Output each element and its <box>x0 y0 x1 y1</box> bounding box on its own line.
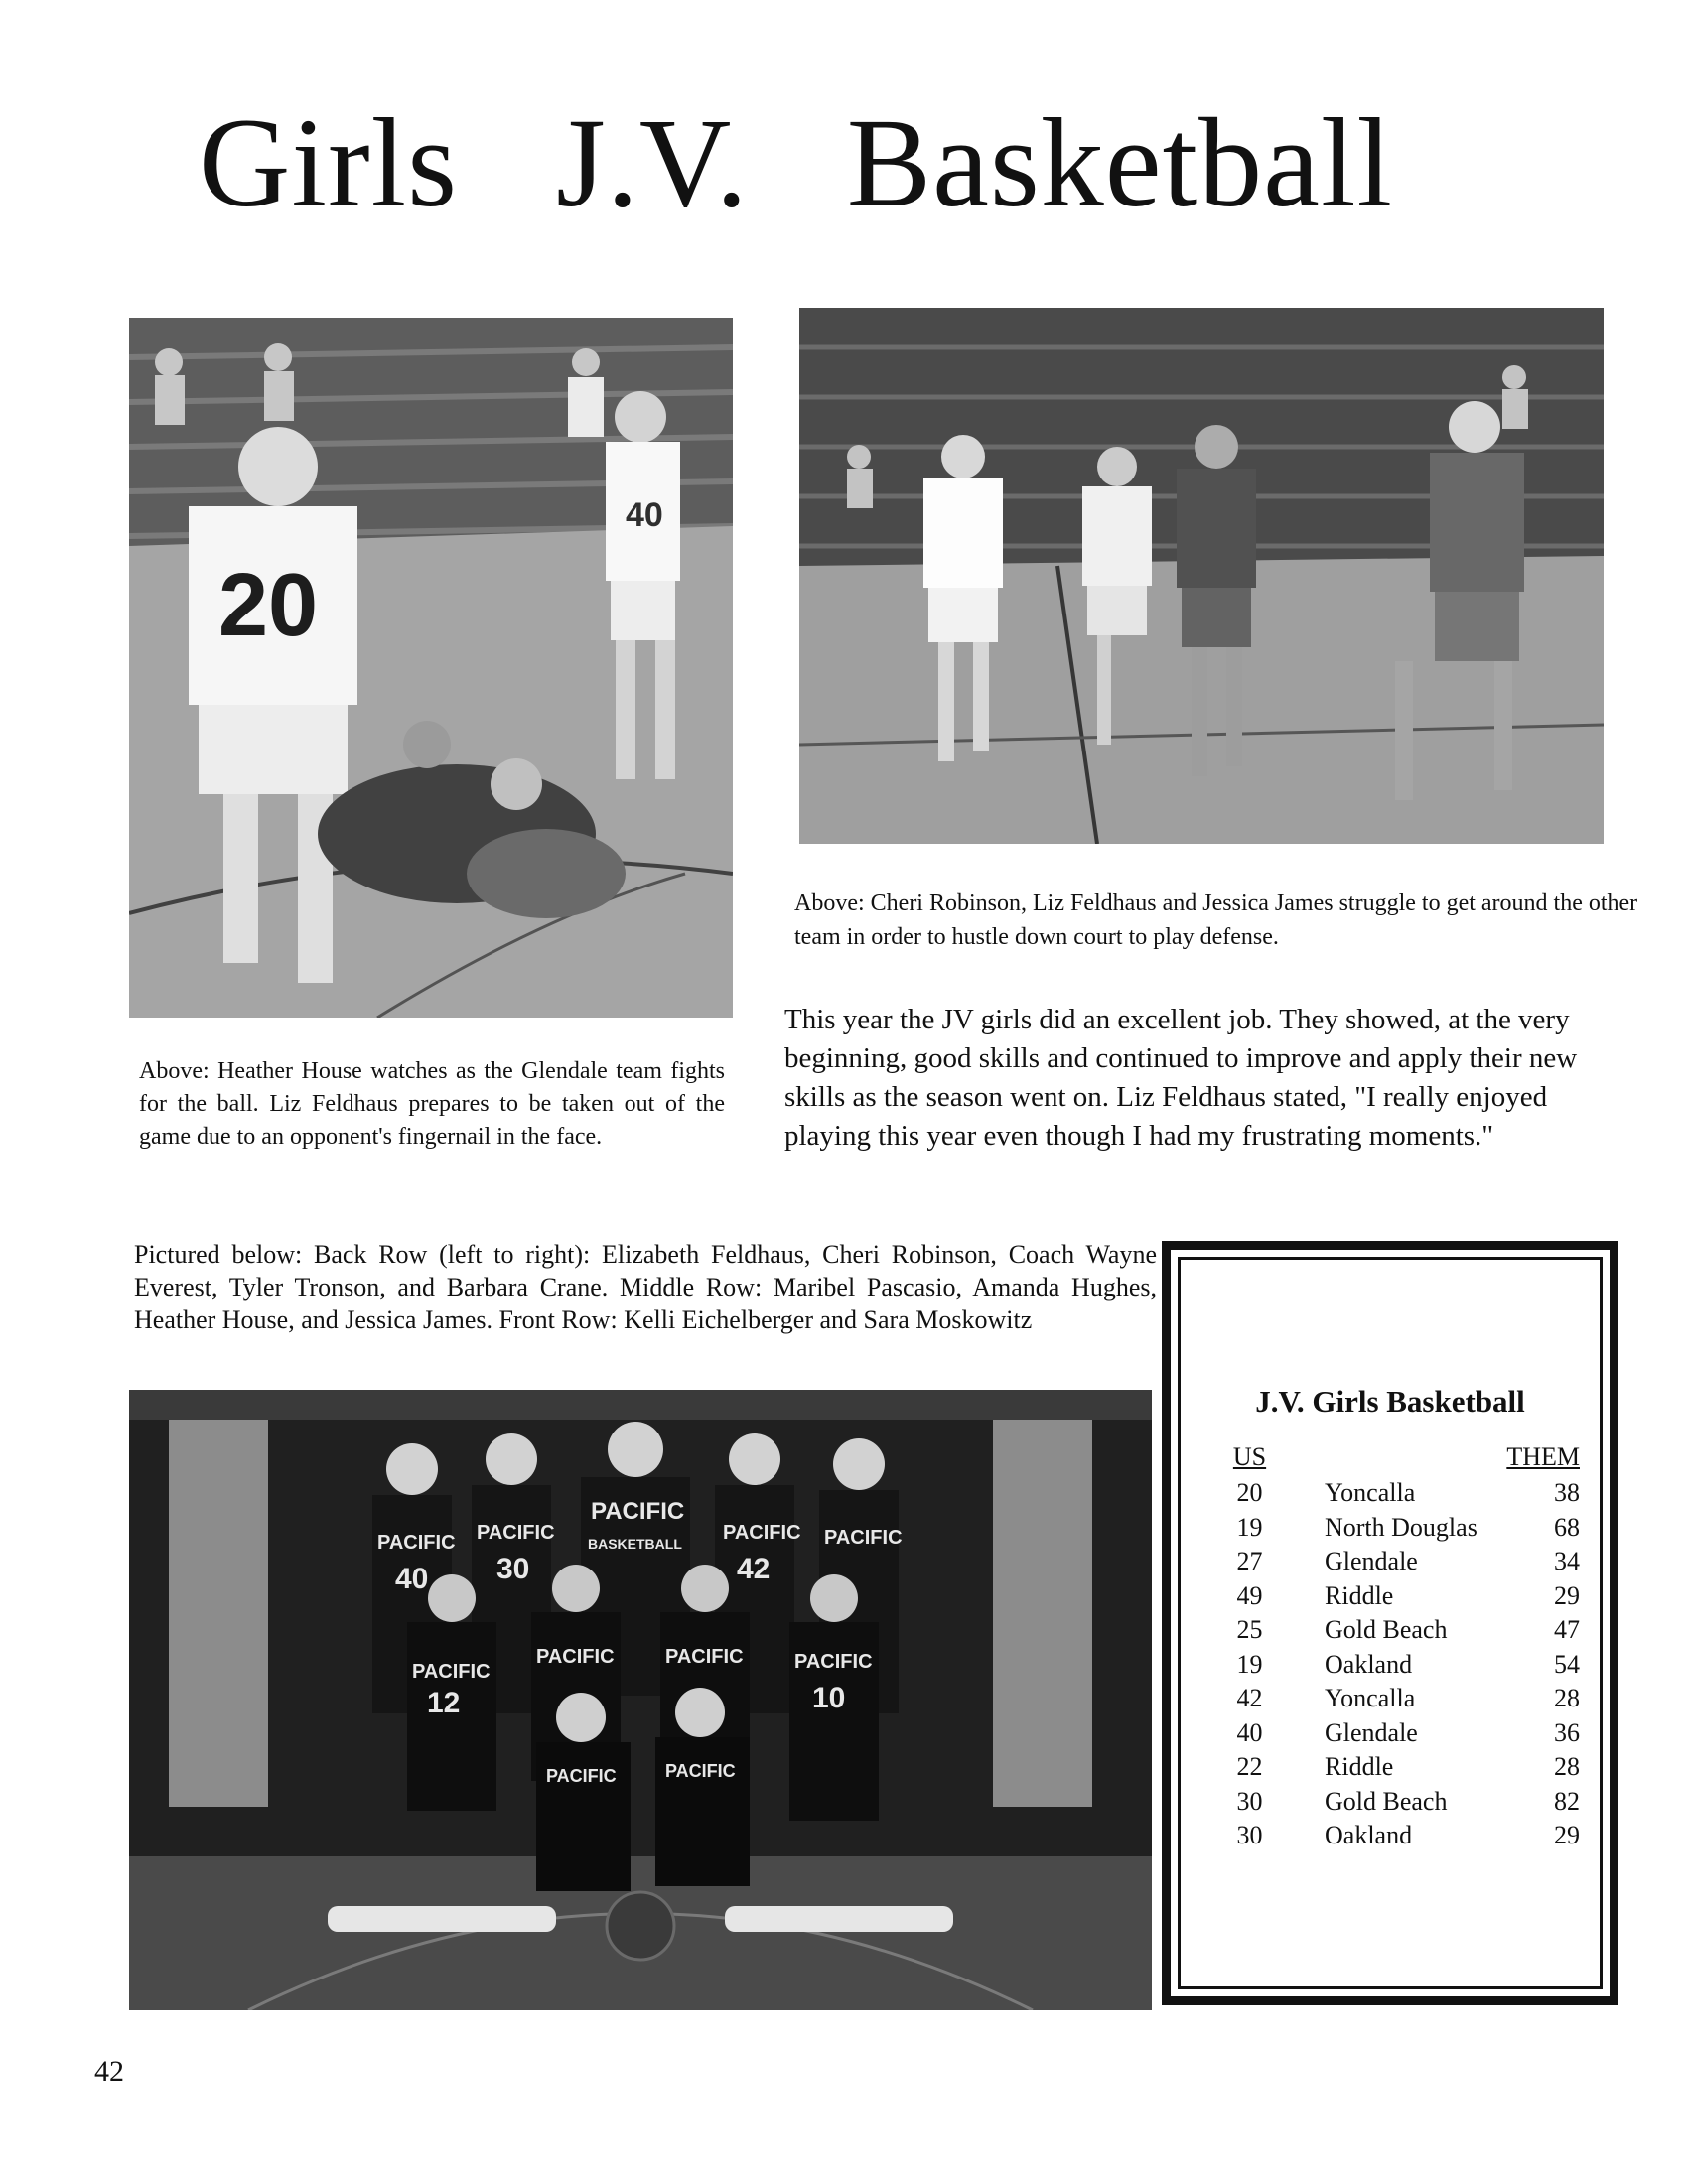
game-row <box>1222 1819 1580 1853</box>
team-roster-caption: Pictured below: Back Row (left to right): Elizabeth Feldhaus, Cheri Robinson, Coach Wayne Everest, Tyler Tronson, and Barbara Crane. Middle Row: Maribel Pascasio, Amanda Hughes, Heather House, and Jessica James. Front Row: Kelli Eichelberger and Sara Moskowitz <box>134 1240 1157 1334</box>
jersey-number-middle-4: 10 <box>812 1682 846 1714</box>
score-us: 49 <box>1236 1580 1263 1610</box>
score-them: 29 <box>1554 1580 1580 1610</box>
opponent-name: Oakland <box>1325 1649 1413 1679</box>
jersey-text-middle-2: PACIFIC <box>536 1646 615 1668</box>
game-row <box>1222 1648 1580 1683</box>
score-them: 36 <box>1554 1717 1580 1747</box>
score-us: 27 <box>1236 1547 1263 1576</box>
coach-jacket-text: PACIFIC <box>591 1498 685 1525</box>
jersey-text-middle-1: PACIFIC <box>412 1661 491 1683</box>
scoreboard-header-row <box>1222 1440 1580 1476</box>
game-row <box>1222 1750 1580 1785</box>
article-body: This year the JV girls did an excellent job. They showed, at the very beginning, good skills and continued to improve and apply their new skills as the season went on. Liz Feldhaus stated, "I really enjoyed playing this year even though I had my frustrating moments." <box>784 1004 1578 1152</box>
opponent-name: Gold Beach <box>1325 1786 1448 1816</box>
score-us: 22 <box>1236 1752 1263 1782</box>
jersey-number-back-1: 40 <box>395 1563 429 1595</box>
jersey-text-back-5: PACIFIC <box>824 1527 903 1549</box>
jersey-number-middle-1: 12 <box>427 1687 461 1719</box>
game-row <box>1222 1613 1580 1648</box>
score-them: 54 <box>1554 1649 1580 1679</box>
scoreboard-table <box>1222 1440 1580 1853</box>
scoreboard-title: J.V. Girls Basketball <box>1255 1384 1525 1419</box>
loose-ball-scramble-photo <box>129 318 733 1018</box>
team-photo-image <box>129 1390 1152 2010</box>
score-us: 30 <box>1236 1821 1263 1850</box>
jersey-text-back-2: PACIFIC <box>477 1522 555 1544</box>
jersey-number-back-2: 30 <box>496 1553 530 1585</box>
game-row <box>1222 1545 1580 1579</box>
opponent-name: Yoncalla <box>1325 1478 1416 1508</box>
score-them: 28 <box>1554 1684 1580 1713</box>
caption-scramble-photo: Above: Heather House watches as the Glendale team fights for the ball. Liz Feldhaus prepares to be taken out of the game due to an opponent's fingernail in the face. <box>139 1058 725 1150</box>
score-us: 20 <box>1236 1478 1263 1508</box>
score-them: 29 <box>1554 1821 1580 1850</box>
team-photo <box>129 1390 1152 2010</box>
score-us: 30 <box>1236 1786 1263 1816</box>
caption-running-photo: Above: Cheri Robinson, Liz Feldhaus and Jessica James struggle to get around the other team in order to hustle down court to play defense. <box>794 890 1638 950</box>
scoreboard-box <box>1162 1241 1618 2005</box>
jersey-text-back-1: PACIFIC <box>377 1532 456 1554</box>
opponent-name: Riddle <box>1325 1752 1394 1782</box>
opponent-name: North Douglas <box>1325 1512 1477 1542</box>
header-us: US <box>1232 1442 1267 1471</box>
opponent-name: Yoncalla <box>1325 1684 1416 1713</box>
game-row <box>1222 1682 1580 1716</box>
opponent-name: Glendale <box>1325 1547 1418 1576</box>
jersey-number-20: 20 <box>218 556 319 655</box>
jersey-text-middle-4: PACIFIC <box>794 1651 873 1673</box>
game-row <box>1222 1785 1580 1820</box>
game-row <box>1222 1476 1580 1511</box>
score-them: 68 <box>1554 1512 1580 1542</box>
running-down-court-photo <box>799 308 1604 844</box>
score-us: 40 <box>1236 1717 1263 1747</box>
opponent-name: Gold Beach <box>1325 1615 1448 1645</box>
jersey-number-back-4: 42 <box>737 1553 771 1585</box>
jersey-text-front-2: PACIFIC <box>665 1761 736 1781</box>
scoreboard-inner-frame <box>1178 1257 1603 1989</box>
jersey-text-front-1: PACIFIC <box>546 1766 617 1786</box>
score-them: 38 <box>1554 1478 1580 1508</box>
loose-ball-scramble-image <box>129 318 733 1018</box>
header-opponent <box>1277 1440 1506 1476</box>
score-them: 47 <box>1554 1615 1580 1645</box>
score-them: 82 <box>1554 1786 1580 1816</box>
score-us: 42 <box>1236 1684 1263 1713</box>
score-us: 25 <box>1236 1615 1263 1645</box>
game-row <box>1222 1579 1580 1614</box>
score-us: 19 <box>1236 1512 1263 1542</box>
page-number: 42 <box>94 2055 124 2088</box>
running-down-court-image <box>799 308 1604 844</box>
game-row <box>1222 1716 1580 1751</box>
score-them: 28 <box>1554 1752 1580 1782</box>
opponent-name: Oakland <box>1325 1821 1413 1850</box>
score-us: 19 <box>1236 1649 1263 1679</box>
standing-player-jersey-number: 40 <box>626 496 663 534</box>
game-row <box>1222 1511 1580 1546</box>
score-them: 34 <box>1554 1547 1580 1576</box>
opponent-name: Riddle <box>1325 1580 1394 1610</box>
jersey-text-back-4: PACIFIC <box>723 1522 801 1544</box>
header-them: THEM <box>1506 1442 1580 1471</box>
jersey-text-middle-3: PACIFIC <box>665 1646 744 1668</box>
page-title: Girls J.V. Basketball <box>199 92 1394 233</box>
coach-jacket-subtext: BASKETBALL <box>588 1536 682 1552</box>
opponent-name: Glendale <box>1325 1717 1418 1747</box>
